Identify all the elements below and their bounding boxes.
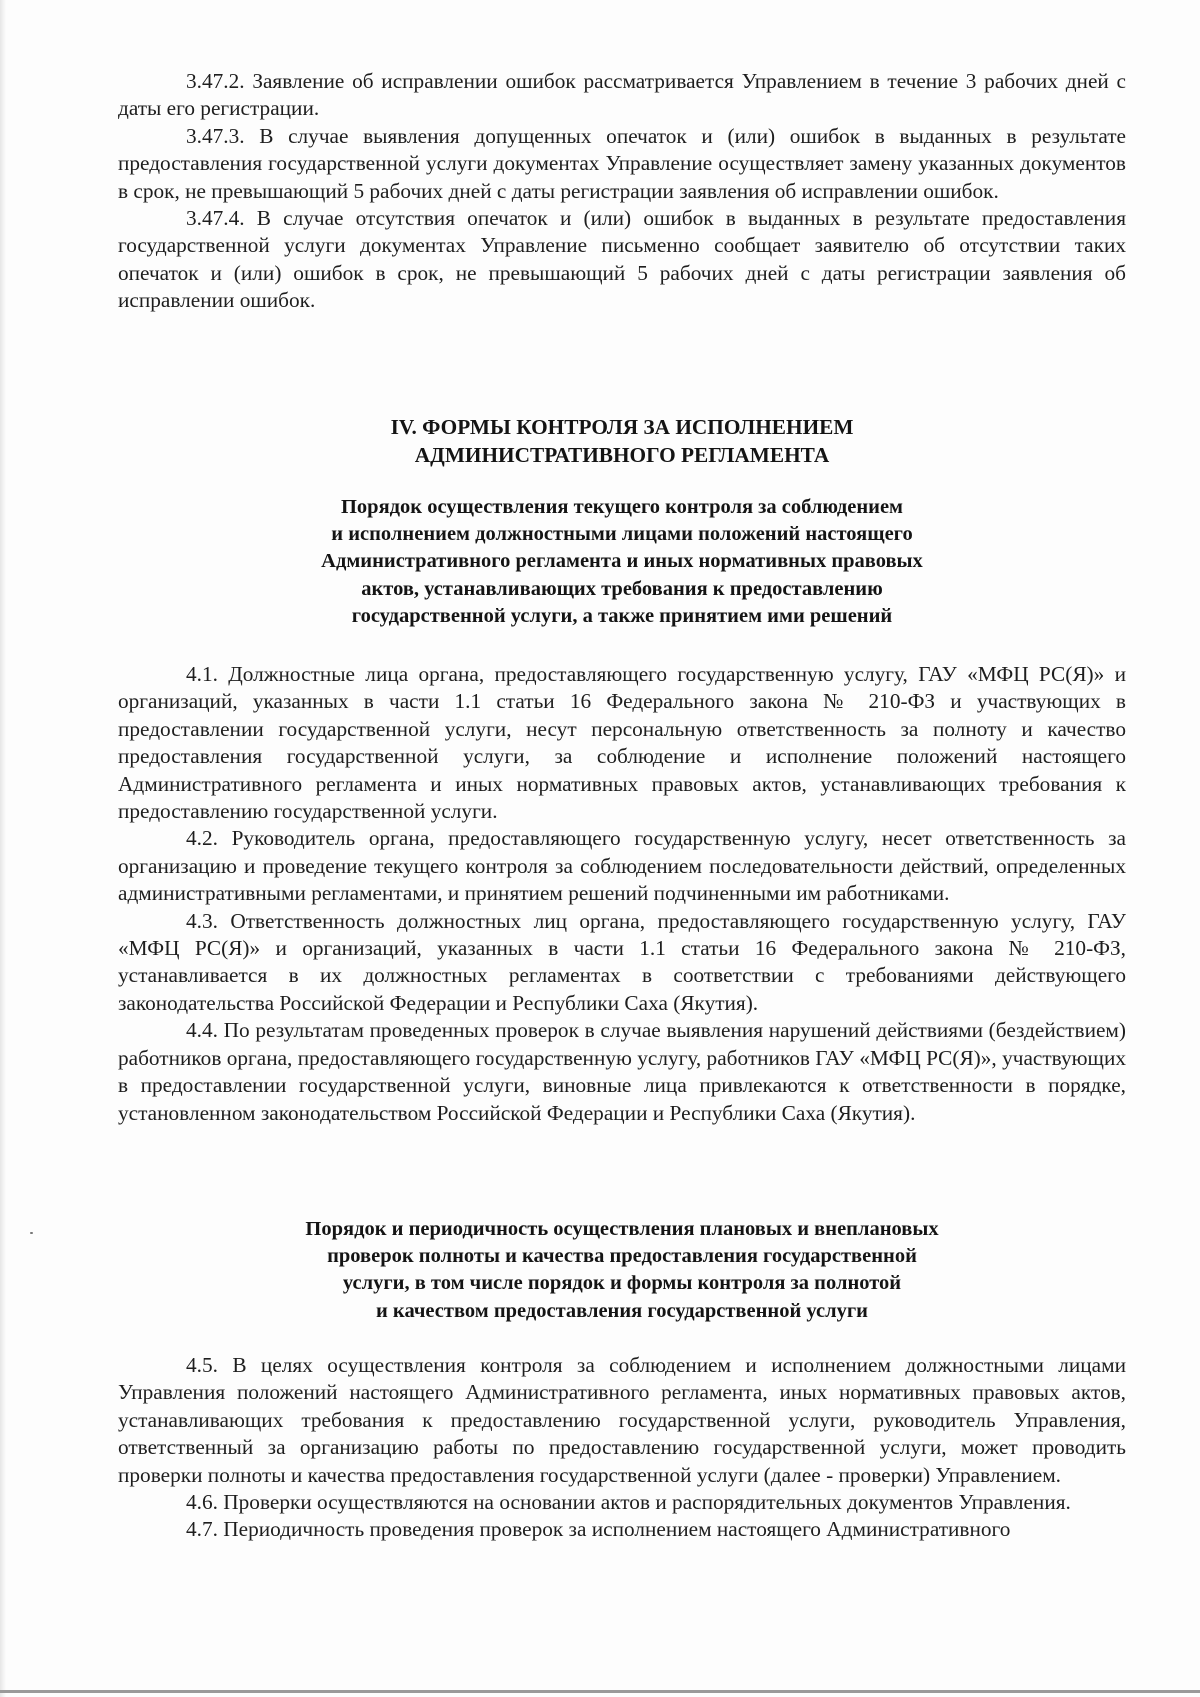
paragraph-4-5: 4.5. В целях осуществления контроля за соблюдением и исполнением должностными лицами Управления положений настоящего Административного регламента, иных нормативных правовых актов, устанавливающих требования к предоставлению государственной услуги, руководитель Управления, ответственный за организацию работы по предоставлению государственной услуги, может проводить проверки полноты и качества предоставления государственной услуги (далее - проверки) Управлением. <box>118 1353 1126 1487</box>
subheading-2-line-4: и качеством предоставления государственной услуги <box>376 1299 868 1322</box>
section-4-title-line-2: АДМИНИСТРАТИВНОГО РЕГЛАМЕНТА <box>414 443 830 467</box>
paragraph-3-47-4: 3.47.4. В случае отсутствия опечаток и (или) ошибок в выданных в результате предоставления государственной услуги документах Управление письменно сообщает заявителю об отсутствии таких опечаток и (или) ошибок в срок, не превышающий 5 рабочих дней с даты регистрации заявления об исправлении ошибок. <box>118 206 1126 313</box>
paragraph-4-4: 4.4. По результатам проведенных проверок в случае выявления нарушений действиями (бездействием) работников органа, предоставляющего государственную услугу, работников ГАУ «МФЦ РС(Я)», участвующих в предоставлении государственной услуги, виновные лица привлекаются к ответственности в порядке, установленном законодательством Российской Федерации и Республики Саха (Якутия). <box>118 1018 1126 1125</box>
scan-edge <box>0 0 6 1697</box>
subheading-2-line-1: Порядок и периодичность осуществления плановых и внеплановых <box>305 1218 939 1240</box>
section-4-title-line-1: IV. ФОРМЫ КОНТРОЛЯ ЗА ИСПОЛНЕНИЕМ <box>390 415 854 439</box>
subheading-current-control <box>118 494 1126 630</box>
paragraph-4-1: 4.1. Должностные лица органа, предоставляющего государственную услугу, ГАУ «МФЦ РС(Я)» и организаций, указанных в части 1.1 статьи 16 Федерального закона № 210-ФЗ и участвующих в предоставлении государственной услуги, несут персональную ответственность за полноту и качество предоставления государственной услуги, за соблюдение и исполнение положений настоящего Административного регламента и иных нормативных правовых актов, устанавливающих требования к предоставлению государственной услуги. <box>118 662 1126 824</box>
subheading-1-line-4: актов, устанавливающих требования к предоставлению <box>361 577 883 600</box>
section-4-paragraphs-b <box>118 1352 1126 1544</box>
subheading-2-line-2: проверок полноты и качества предоставления государственной <box>327 1245 917 1268</box>
paragraph-4-7: 4.7. Периодичность проведения проверок за исполнением настоящего Административного <box>186 1517 1011 1542</box>
subheading-2-line-3: услуги, в том числе порядок и формы контроля за полнотой <box>342 1272 902 1295</box>
paragraph-3-47-3: 3.47.3. В случае выявления допущенных опечаток и (или) ошибок в выданных в результате предоставления государственной услуги документах Управление осуществляет замену указанных документов в срок, не превышающий 5 рабочих дней с даты регистрации заявления об исправлении ошибок. <box>118 123 1126 203</box>
paragraph-4-3: 4.3. Ответственность должностных лиц органа, предоставляющего государственную услугу, ГАУ «МФЦ РС(Я)» и организаций, указанных в части 1.1 статьи 16 Федерального закона № 210-ФЗ, устанавливается в их должностных регламентах в соответствии с требованиями действующего законодательства Российской Федерации и Республики Саха (Якутия). <box>118 908 1126 1015</box>
scan-bottom-edge <box>0 1690 1200 1693</box>
section-4-title <box>118 413 1126 469</box>
section-3-tail <box>118 68 1126 315</box>
paragraph-4-6: 4.6. Проверки осуществляются на основании актов и распорядительных документов Управления. <box>186 1490 1071 1515</box>
subheading-1-line-3: Административного регламента и иных нормативных правовых <box>321 550 923 573</box>
paragraph-3-47-2: 3.47.2. Заявление об исправлении ошибок рассматривается Управлением в течение 3 рабочих дней с даты его регистрации. <box>118 69 1126 121</box>
scan-speck <box>30 1232 33 1234</box>
paragraph-4-2: 4.2. Руководитель органа, предоставляющего государственную услугу, несет ответственность за организацию и проведение текущего контроля за соблюдением последовательности действий, определенных административными регламентами, и принятием решений подчиненными им работниками. <box>118 826 1126 906</box>
subheading-1-line-1: Порядок осуществления текущего контроля за соблюдением <box>340 496 904 518</box>
subheading-inspections <box>118 1216 1126 1325</box>
section-4-paragraphs-a <box>118 661 1126 1127</box>
subheading-1-line-2: и исполнением должностными лицами положений настоящего <box>331 523 913 546</box>
subheading-1-line-5: государственной услуги, а также принятием ими решений <box>351 604 893 627</box>
